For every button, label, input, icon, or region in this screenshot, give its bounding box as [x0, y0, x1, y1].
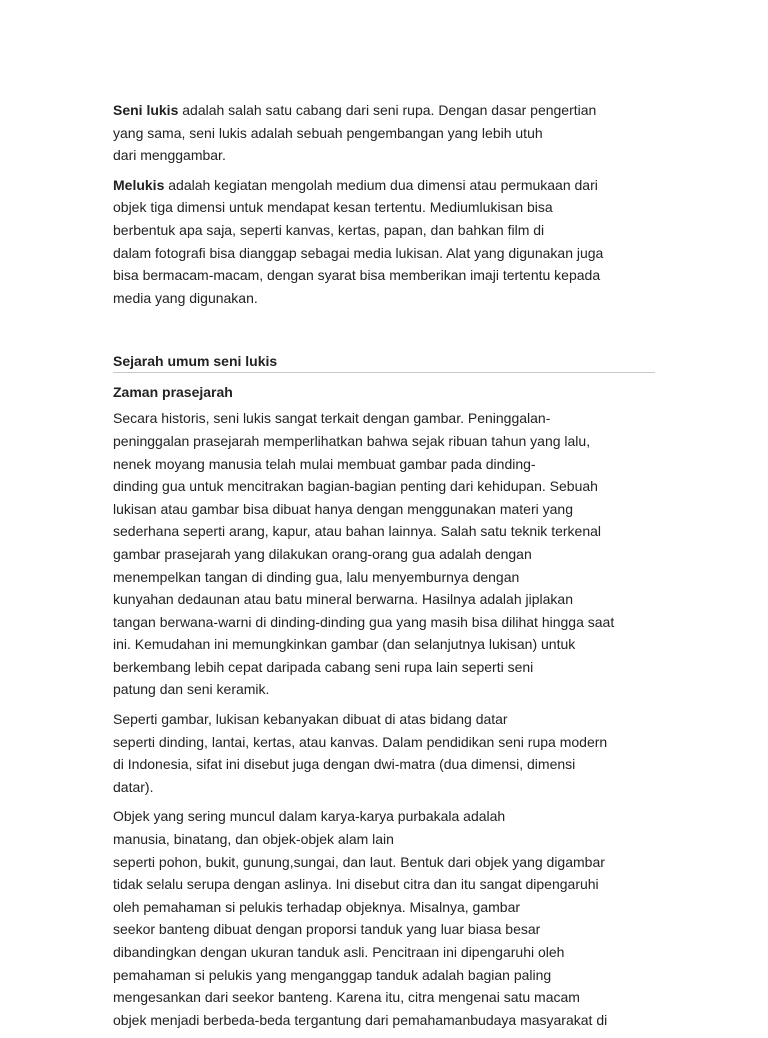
text-line: objek menjadi berbeda-beda tergantung dari pemahamanbudaya masyarakat di — [113, 1011, 608, 1028]
text-line: Objek yang sering muncul dalam karya-karya purbakala adalah — [113, 808, 506, 825]
text-line: patung dan seni keramik. — [113, 681, 270, 698]
text-line: peninggalan prasejarah memperlihatkan bahwa sejak ribuan tahun yang lalu, — [113, 432, 591, 449]
paragraph-bidang-datar — [113, 708, 658, 798]
text-line: dinding gua untuk mencitrakan bagian-bagian penting dari kehidupan. Sebuah — [113, 478, 598, 495]
paragraph-intro-seni-lukis — [113, 99, 658, 167]
paragraph-intro-melukis — [113, 174, 658, 310]
text-line: bisa bermacam-macam, dengan syarat bisa memberikan imaji tertentu kepada — [113, 267, 601, 284]
text-line: lukisan atau gambar bisa dibuat hanya dengan menggunakan materi yang — [113, 500, 573, 517]
subheading-zaman-prasejarah: Zaman prasejarah — [113, 384, 233, 401]
paragraph-historis — [113, 407, 658, 701]
text-line: seperti dinding, lantai, kertas, atau kanvas. Dalam pendidikan seni rupa modern — [113, 733, 608, 750]
term-seni-lukis: Seni lukis — [113, 102, 179, 118]
text-line: dalam fotografi bisa dianggap sebagai media lukisan. Alat yang digunakan juga — [113, 244, 604, 261]
text-line: nenek moyang manusia telah mulai membuat gambar pada dinding- — [113, 455, 536, 472]
text-line: mengesankan dari seekor banteng. Karena itu, citra mengenai satu macam — [113, 989, 580, 1006]
text-line: manusia, binatang, dan objek-objek alam lain — [113, 831, 394, 848]
text-line: dari menggambar. — [113, 147, 226, 164]
text-line: Secara historis, seni lukis sangat terkait dengan gambar. Peninggalan- — [113, 410, 551, 427]
text-line: sederhana seperti arang, kapur, atau bahan lainnya. Salah satu teknik terkenal — [113, 523, 601, 540]
text-line: objek tiga dimensi untuk mendapat kesan tertentu. Mediumlukisan bisa — [113, 199, 553, 216]
text-line: ini. Kemudahan ini memungkinkan gambar (dan selanjutnya lukisan) untuk — [113, 636, 576, 653]
text-line: kunyahan dedaunan atau batu mineral berwarna. Hasilnya adalah jiplakan — [113, 591, 573, 608]
text-line: tidak selalu serupa dengan aslinya. Ini disebut citra dan itu sangat dipengaruhi — [113, 876, 599, 893]
text-line: datar). — [113, 778, 154, 795]
term-melukis: Melukis — [113, 176, 165, 193]
document-page — [113, 99, 658, 1038]
paragraph-objek-purbakala — [113, 805, 658, 1031]
text-line: Seni lukis adalah salah satu cabang dari seni rupa. Dengan dasar pengertian — [113, 102, 597, 118]
text-line: seperti pohon, bukit, gunung,sungai, dan laut. Bentuk dari objek yang digambar — [113, 853, 605, 870]
text-line: menempelkan tangan di dinding gua, lalu menyemburnya dengan — [113, 568, 520, 585]
text-line: oleh pemahaman si pelukis terhadap objeknya. Misalnya, gambar — [113, 898, 521, 915]
text-line: media yang digunakan. — [113, 289, 258, 306]
text-line: gambar prasejarah yang dilakukan orang-orang gua adalah dengan — [113, 545, 532, 562]
text-line: di Indonesia, sifat ini disebut juga dengan dwi-matra (dua dimensi, dimensi — [113, 756, 576, 773]
section-heading-sejarah: Sejarah umum seni lukis — [113, 351, 655, 373]
text-line: berbentuk apa saja, seperti kanvas, kertas, papan, dan bahkan film di — [113, 221, 545, 238]
text-line: Melukis adalah kegiatan mengolah medium dua dimensi atau permukaan dari — [113, 176, 598, 193]
text-line: dibandingkan dengan ukuran tanduk asli. Pencitraan ini dipengaruhi oleh — [113, 944, 565, 960]
text-line: berkembang lebih cepat daripada cabang seni rupa lain seperti seni — [113, 658, 534, 675]
text-line: Seperti gambar, lukisan kebanyakan dibuat di atas bidang datar — [113, 711, 508, 728]
text-line: tangan berwana-warni di dinding-dinding gua yang masih bisa dilihat hingga saat — [113, 613, 615, 630]
text-line: seekor banteng dibuat dengan proporsi tanduk yang luar biasa besar — [113, 921, 541, 938]
text-line: pemahaman si pelukis yang menganggap tanduk adalah bagian paling — [113, 966, 552, 983]
text-line: yang sama, seni lukis adalah sebuah pengembangan yang lebih utuh — [113, 124, 543, 141]
